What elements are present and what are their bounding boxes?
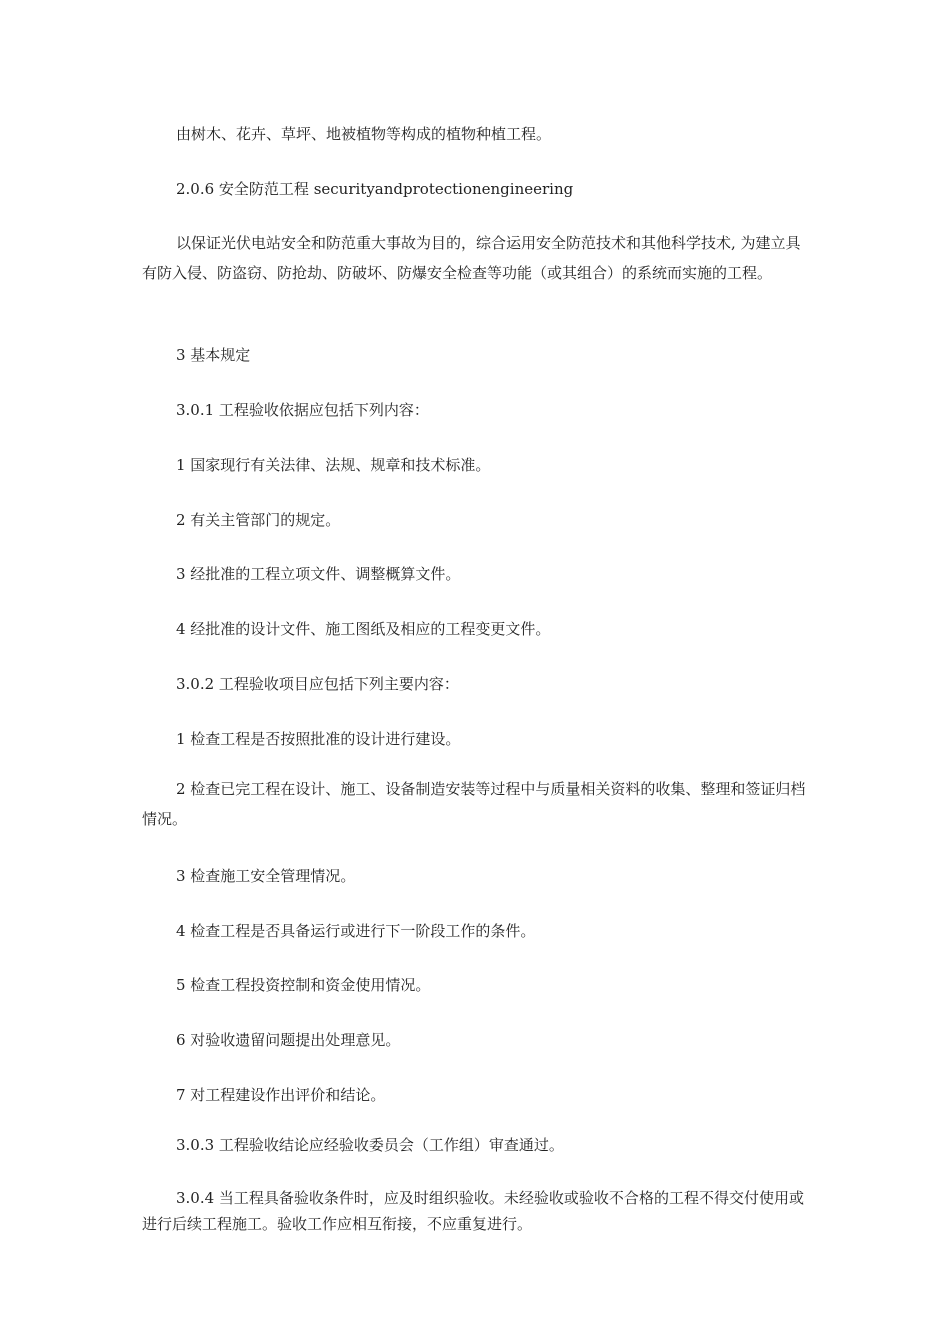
- list-item-3-0-1-2: 2 有关主管部门的规定。: [176, 511, 341, 529]
- list-item-3-0-2-6: 6 对验收遗留问题提出处理意见。: [176, 1031, 401, 1049]
- list-item-3-0-2-5: 5 检查工程投资控制和资金使用情况。: [176, 976, 431, 994]
- section-heading-basic-rules: 3 基本规定: [176, 346, 251, 364]
- paragraph-security-definition: 以保证光伏电站安全和防范重大事故为目的，综合运用安全防范技术和其他科学技术, 为建立具有防入侵、防盗窃、防抢劫、防破坏、防爆安全检查等功能（或其组合）的系统而实施的工程。: [142, 234, 801, 282]
- list-item-3-0-2-1: 1 检查工程是否按照批准的设计进行建设。: [176, 730, 461, 748]
- paragraph-landscape-definition: 由树木、花卉、草坪、地被植物等构成的植物种植工程。: [176, 125, 552, 143]
- list-item-3-0-2-4: 4 检查工程是否具备运行或进行下一阶段工作的条件。: [176, 922, 536, 940]
- clause-3-0-2: 3.0.2 工程验收项目应包括下列主要内容：: [176, 675, 459, 693]
- list-item-3-0-1-4: 4 经批准的设计文件、施工图纸及相应的工程变更文件。: [176, 620, 551, 638]
- term-heading-security-protection: 2.0.6 安全防范工程 securityandprotectionengineering: [176, 180, 574, 198]
- clause-3-0-4: 3.0.4 当工程具备验收条件时，应及时组织验收。未经验收或验收不合格的工程不得交付使用或进行后续工程施工。验收工作应相互衔接，不应重复进行。: [142, 1189, 804, 1233]
- list-item-3-0-2-2: 2 检查已完工程在设计、施工、设备制造安装等过程中与质量相关资料的收集、整理和签证归档情况。: [142, 780, 806, 828]
- list-item-3-0-1-1: 1 国家现行有关法律、法规、规章和技术标准。: [176, 456, 491, 474]
- clause-3-0-1: 3.0.1 工程验收依据应包括下列内容：: [176, 401, 429, 419]
- clause-3-0-3: 3.0.3 工程验收结论应经验收委员会（工作组）审查通过。: [176, 1136, 564, 1154]
- list-item-3-0-1-3: 3 经批准的工程立项文件、调整概算文件。: [176, 565, 461, 583]
- list-item-3-0-2-7: 7 对工程建设作出评价和结论。: [176, 1086, 386, 1104]
- list-item-3-0-2-3: 3 检查施工安全管理情况。: [176, 867, 356, 885]
